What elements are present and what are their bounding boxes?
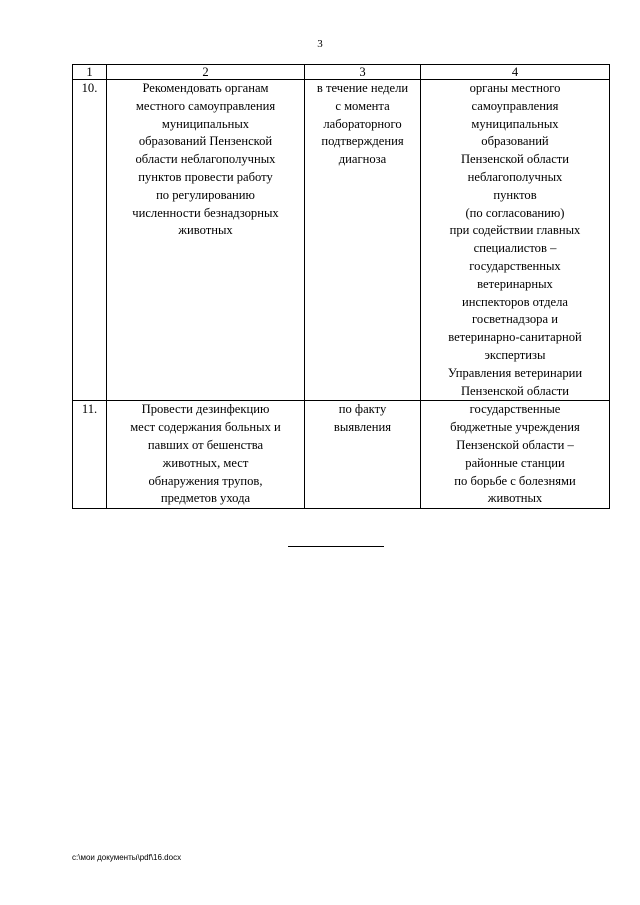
cell-line: лабораторного	[323, 116, 402, 131]
row-number: 11.	[73, 401, 107, 509]
deadline-cell	[305, 401, 421, 509]
cell-line: неблагополучных	[467, 169, 563, 184]
cell-line: муниципальных	[161, 116, 250, 131]
cell-line: по борьбе с болезнями	[454, 473, 576, 488]
table-row	[73, 80, 610, 401]
cell-line: государственных	[469, 258, 561, 273]
cell-line: (по согласованию)	[465, 205, 565, 220]
cell-line: специалистов –	[473, 241, 557, 256]
cell-line: Провести дезинфекцию	[141, 402, 270, 417]
measures-table	[72, 64, 610, 509]
cell-line: самоуправления	[471, 98, 559, 113]
cell-line: районные станции	[465, 455, 565, 470]
cell-line: Пензенской области –	[456, 437, 574, 452]
cell-line: диагноза	[338, 152, 387, 167]
deadline-cell	[305, 80, 421, 401]
cell-line: мест содержания больных и	[130, 420, 281, 435]
table-header-row	[73, 65, 610, 80]
cell-line: госветнадзора и	[472, 312, 558, 327]
cell-line: Пензенской области	[460, 152, 570, 167]
action-cell	[107, 80, 305, 401]
cell-line: государственные	[469, 402, 561, 417]
action-cell	[107, 401, 305, 509]
cell-line: ветеринарных	[477, 276, 553, 291]
cell-line: при содействии главных	[449, 223, 581, 238]
cell-line: предметов ухода	[160, 491, 251, 506]
footer-file-path: c:\мои документы\pdf\16.docx	[72, 853, 182, 862]
page-number: 3	[317, 38, 323, 50]
cell-line: органы местного	[469, 81, 561, 95]
cell-line: подтверждения	[321, 134, 404, 149]
cell-line: образований	[481, 134, 549, 149]
header-cell-4: 4	[421, 65, 610, 80]
cell-line: Рекомендовать органам	[142, 81, 269, 95]
responsible-cell	[421, 401, 610, 509]
cell-line: муниципальных	[471, 116, 559, 131]
cell-line: животных	[487, 491, 543, 506]
table-row	[73, 401, 610, 509]
cell-line: численности безнадзорных	[132, 205, 279, 220]
cell-line: животных	[178, 223, 233, 238]
cell-line: по факту	[338, 402, 387, 417]
cell-line: в течение недели	[316, 81, 409, 95]
cell-line: инспекторов отдела	[461, 294, 568, 309]
cell-line: Пензенской области	[460, 383, 570, 398]
cell-line: пунктов провести работу	[138, 169, 273, 184]
cell-line: с момента	[335, 98, 390, 113]
cell-line: ветеринарно-санитарной	[448, 330, 582, 345]
cell-line: бюджетные учреждения	[450, 420, 580, 435]
cell-line: образований Пензенской	[138, 134, 273, 149]
cell-line: Управления ветеринарии	[447, 365, 583, 380]
cell-line: павших от бешенства	[147, 437, 264, 452]
header-cell-3: 3	[305, 65, 421, 80]
header-cell-2: 2	[107, 65, 305, 80]
cell-line: пунктов	[493, 187, 537, 202]
cell-line: местного самоуправления	[135, 98, 276, 113]
cell-line: выявления	[333, 420, 392, 435]
cell-line: области неблагополучных	[135, 152, 276, 167]
cell-line: по регулированию	[156, 187, 255, 202]
cell-line: обнаружения трупов,	[148, 473, 263, 488]
cell-line: экспертизы	[484, 347, 546, 362]
responsible-cell	[421, 80, 610, 401]
cell-line: животных, мест	[162, 455, 249, 470]
header-cell-1: 1	[73, 65, 107, 80]
row-number: 10.	[73, 80, 107, 401]
end-divider	[288, 546, 384, 547]
